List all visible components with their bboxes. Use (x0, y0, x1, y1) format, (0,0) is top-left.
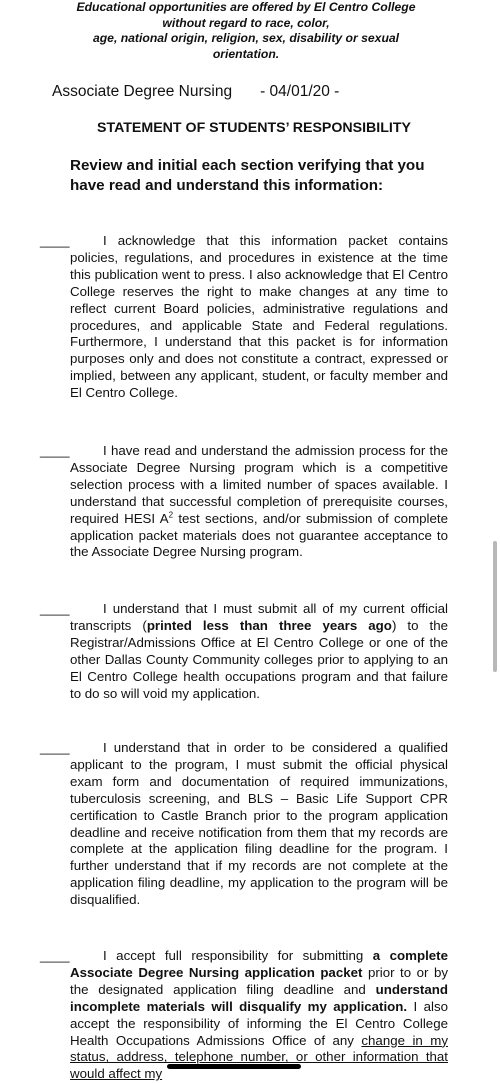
section-text-part: prior to or by the designated application filing deadline and (70, 964, 448, 997)
initial-blank[interactable]: ____ (40, 948, 70, 963)
notice-line: without regard to race, color, (162, 15, 330, 30)
scrollbar[interactable] (493, 541, 497, 672)
bold-emphasis: a complete Associate Degree Nursing application packet (70, 948, 449, 980)
responsibility-section-2 (40, 443, 448, 561)
home-indicator[interactable] (167, 1064, 301, 1069)
notice-line: orientation. (212, 46, 280, 61)
responsibility-section-3 (40, 601, 448, 702)
section-text-part: I understand that I must submit all of my current official transcripts ( (70, 601, 448, 633)
statement-title: STATEMENT OF STUDENTS’ RESPONSIBILITY (97, 120, 411, 136)
program-line (52, 82, 339, 102)
section-text-part: ) to the Registrar/Admissions Office at El Centro College or one of the other Dallas County Community colleges prior to applying to an El Centro College health occupations program and that failure to do so will void my application. (70, 617, 449, 701)
section-text (40, 601, 448, 702)
initial-blank[interactable]: ____ (40, 601, 70, 616)
section-text-part: I have read and understand the admission process for the Associate Degree Nursing program which is a competitive selection process with a limited number of spaces available. I understand that successful completion of prerequisite courses, required HESI A (70, 443, 448, 526)
responsibility-section-1 (40, 233, 448, 402)
section-text-part: I also accept the responsibility of informing the El Centro College Health Occupations Admissions Office of any (70, 998, 448, 1048)
notice-line: age, national origin, religion, sex, disability or sexual (92, 31, 400, 45)
section-text (40, 948, 448, 1083)
document-date: - 04/01/20 - (260, 83, 340, 100)
responsibility-section-4 (40, 740, 448, 909)
notice-line: Educational opportunities are offered by El Centro College (76, 0, 416, 14)
section-text-part: test sections, and/or submission of complete application packet materials does not guarantee acceptance to the Associate Degree Nursing program. (70, 510, 448, 560)
section-text: I understand that in order to be considered a qualified applicant to the program, I must submit the official physical exam form and documentation of required immunizations, tuberculosis screening, and BLS – Basic Life Support CPR certification to Castle Branch prior to the program application deadline and receive notification from them that my records are complete at the application filing deadline for the program. I further understand that if my records are not complete at the application filing deadline, my application to the program will be disqualified. (70, 740, 448, 908)
bold-emphasis: printed less than three years ago (146, 617, 392, 633)
underlined-text: change in my status, address, telephone number, or other information that would affect my (70, 1032, 448, 1082)
responsibility-section-5 (40, 948, 448, 1083)
initial-blank[interactable]: ____ (40, 233, 70, 248)
nondiscrimination-notice (40, 0, 452, 62)
instructions: Review and initial each section verifying that you have read and understand this information: (70, 157, 425, 194)
section-text-part: I accept full responsibility for submitting (103, 948, 373, 963)
section-text: I acknowledge that this information packet contains policies, regulations, and procedures in existence at the time this publication went to press. I also acknowledge that El Centro College reserves the right to make changes at any time to reflect current Board policies, administrative regulations and procedures, and applicable State and Federal regulations. Furthermore, I understand that this packet is for information purposes only and does not constitute a contract, expressed or implied, between any applicant, student, or faculty member and El Centro College. (70, 233, 448, 401)
initial-blank[interactable]: ____ (40, 740, 70, 755)
section-text (40, 443, 448, 561)
superscript: 2 (168, 510, 174, 520)
initial-blank[interactable]: ____ (40, 443, 70, 458)
program-name: Associate Degree Nursing (52, 83, 233, 100)
bold-emphasis: understand incomplete materials will disqualify my application. (70, 981, 448, 1014)
